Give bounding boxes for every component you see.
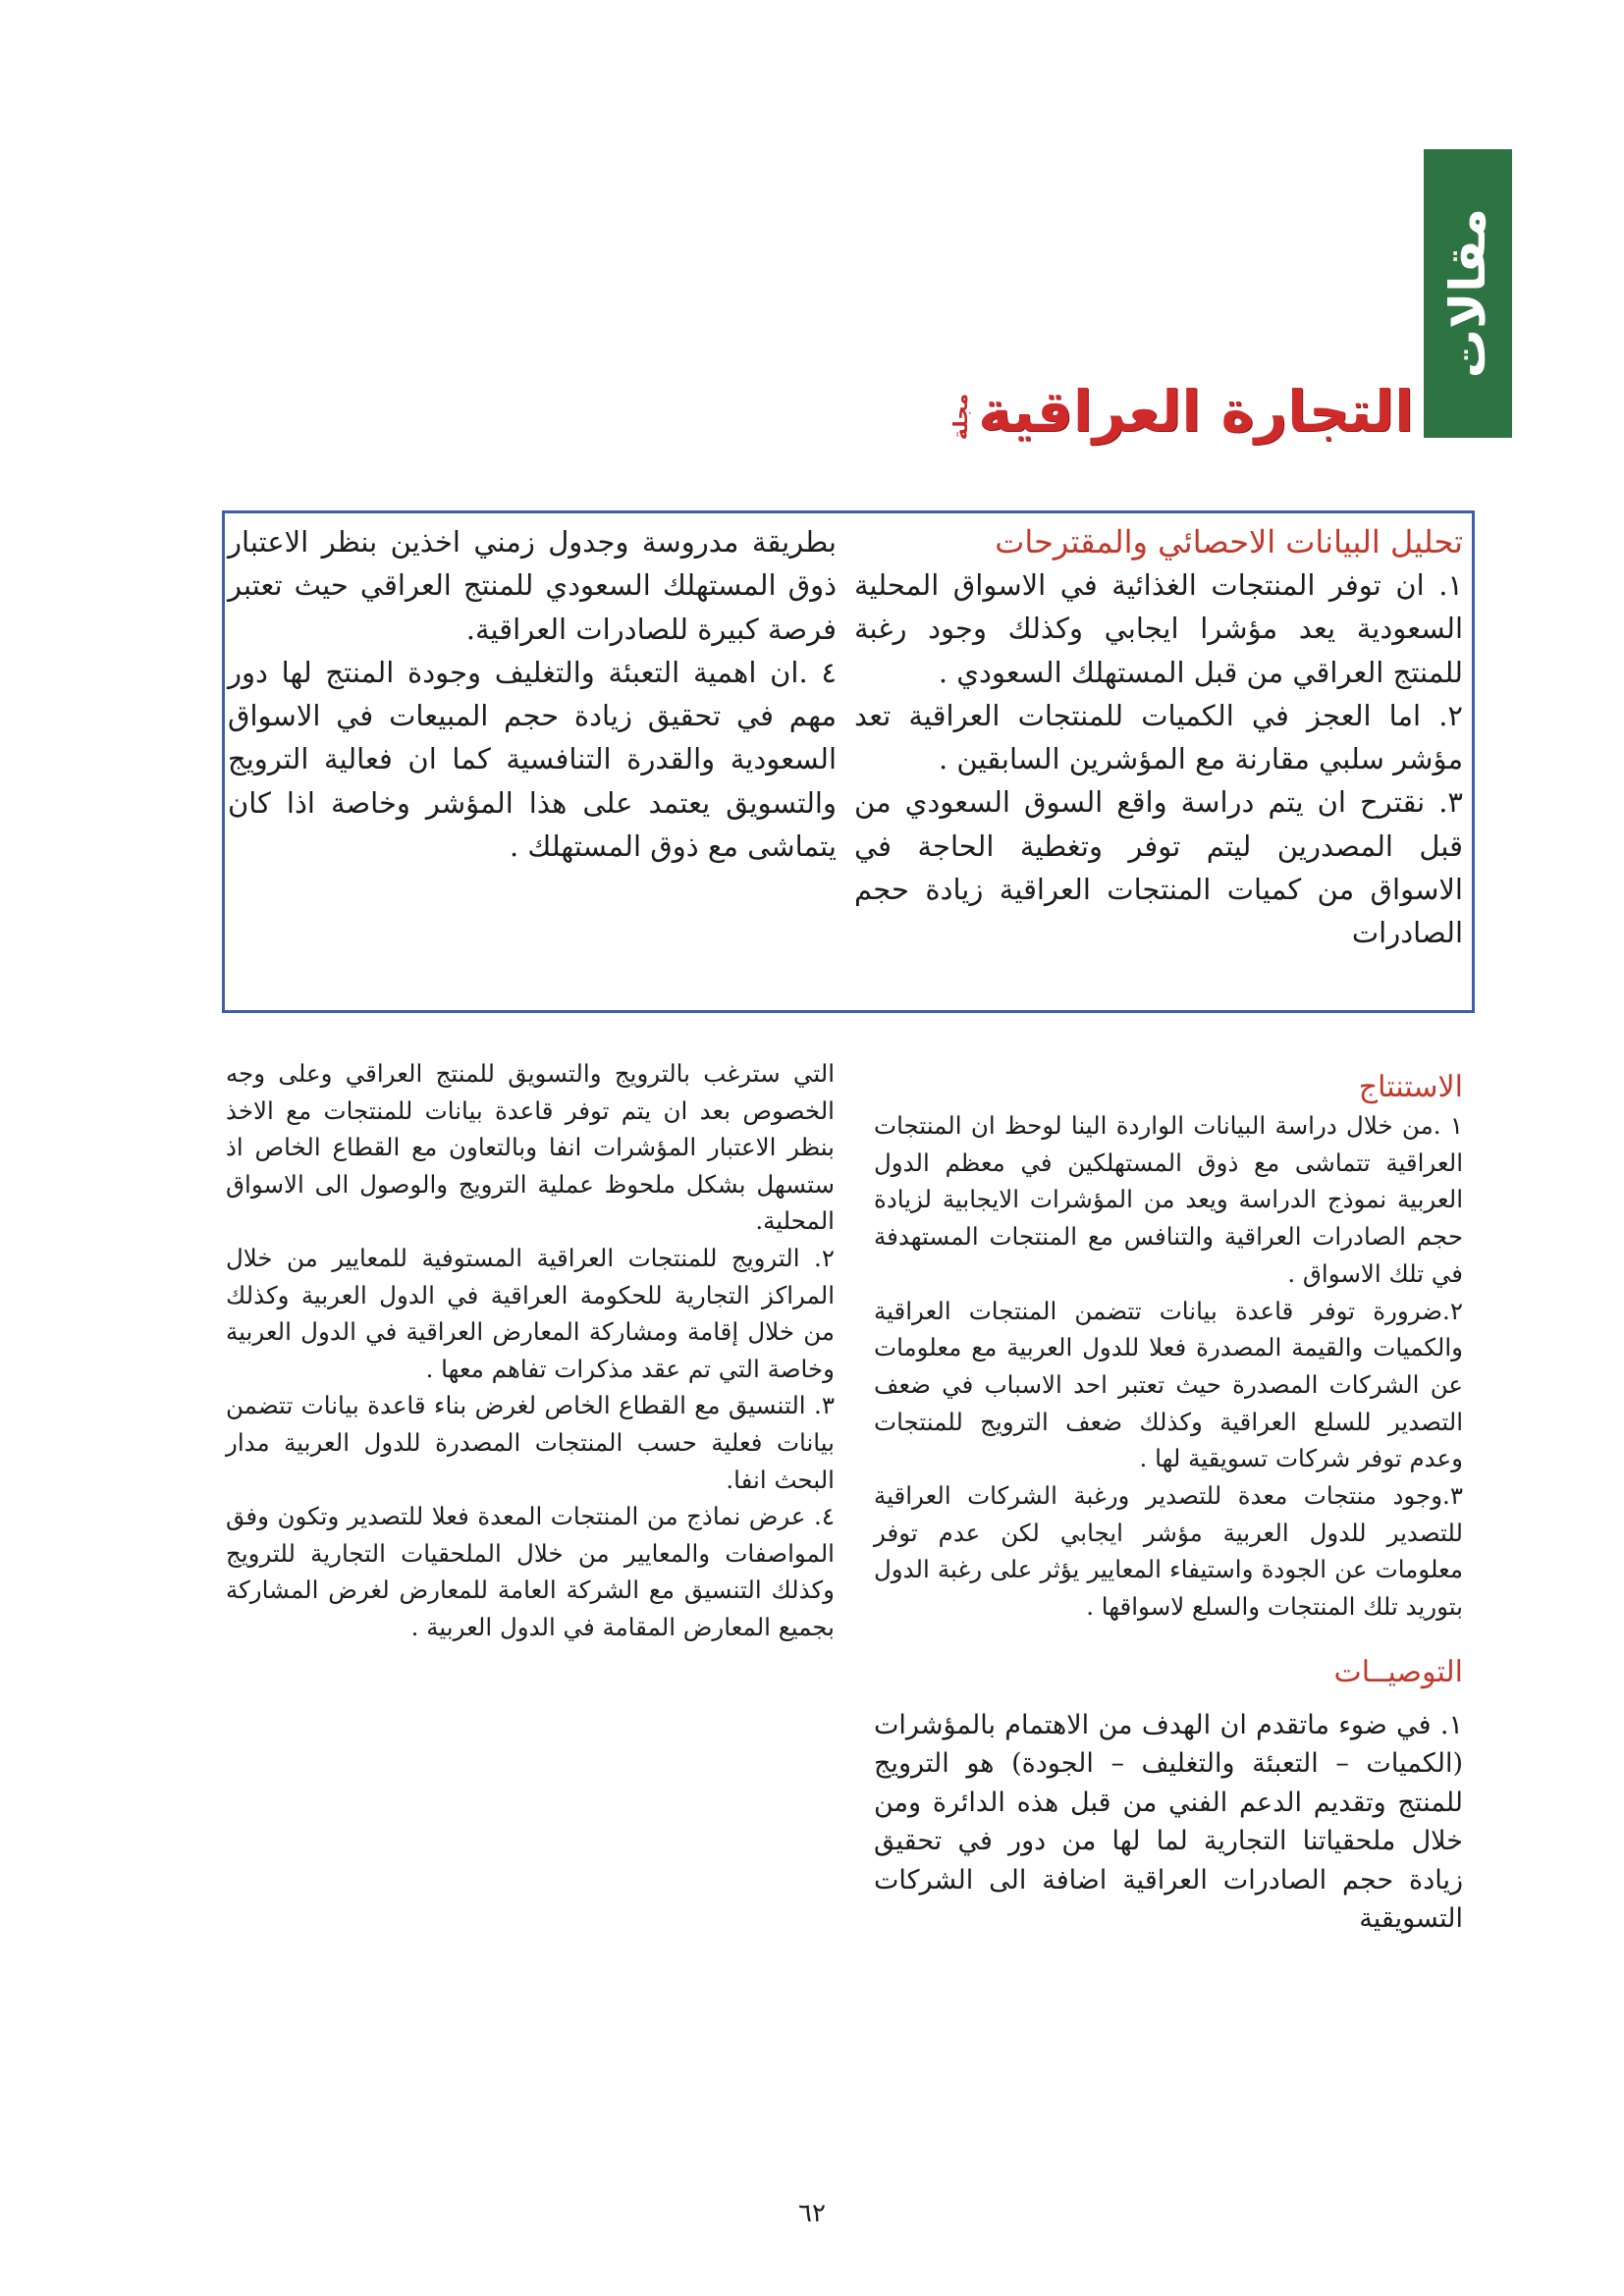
masthead-logo <box>948 361 1414 445</box>
recommendation-item: ٤. عرض نماذج من المنتجات المعدة فعلا للتصدير وتكون وفق المواصفات والمعايير من خلال الملحقيات التجارية للترويج وكذلك التنسيق مع الشركة العامة للمعارض لغرض المشاركة بجميع المعارض المقامة في الدول العربية . <box>226 1502 835 1641</box>
magazine-kicker: مجلة <box>948 393 973 440</box>
recommendations-heading: التوصيــات <box>1333 1654 1463 1689</box>
conclusion-item: ١ .من خلال دراسة البيانات الواردة الينا لوحظ ان المنتجات العراقية تتماشى مع ذوق المستهلكين في معظم الدول العربية نموذج الدراسة ويعد من المؤشرات الايجابية لزيادة حجم الصادرات العراقية والتنافس مع المنتجات المستهدفة في تلك الاسواق . <box>874 1111 1463 1288</box>
recommendation-item: ٣. التنسيق مع القطاع الخاص لغرض بناء قاعدة بيانات تتضمن بيانات فعلية حسب المنتجات المصدرة للدول العربية مدار البحث انفا. <box>226 1391 835 1494</box>
analysis-item: ٤ .ان اهمية التعبئة والتغليف وجودة المنتج لها دور مهم في تحقيق زيادة حجم المبيعات في الاسواق السعودية والقدرة التنافسية كما ان فعالية الترويج والتسويق يعتمد على هذا المؤشر وخاصة اذا كان يتماشى مع ذوق المستهلك . <box>228 655 837 864</box>
recommendation-item: التي سترغب بالترويج والتسويق للمنتج العراقي وعلى وجه الخصوص بعد ان يتم توفر قاعدة بيانات للمنتجات مع الاخذ بنظر الاعتبار المؤشرات انفا وبالتعاون مع القطاع الخاص اذ ستسهل بشكل ملحوظ عملية الترويج والوصول الى الاسواق المحلية. <box>226 1059 835 1236</box>
conclusion-item: ٢.ضرورة توفر قاعدة بيانات تتضمن المنتجات العراقية والكميات والقيمة المصدرة فعلا للدول العربية مع معلومات عن الشركات المصدرة حيث تعتبر احد الاسباب في ضعف التصدير للسلع العراقية وكذلك ضعف الترويج للمنتجات وعدم توفر شركات تسويقية لها . <box>874 1296 1463 1473</box>
analysis-item: ٣. نقترح ان يتم دراسة واقع السوق السعودي من قبل المصدرين ليتم توفر وتغطية الحاجة في الاسواق من كميات المنتجات العراقية زيادة حجم الصادرات <box>854 785 1463 950</box>
section-tab <box>1424 149 1512 438</box>
conclusion-heading: الاستنتاج <box>1358 1070 1463 1104</box>
analysis-heading: تحليل البيانات الاحصائي والمقترحات <box>995 523 1463 561</box>
recommendation-item: ٢. الترويج للمنتجات العراقية المستوفية للمعايير من خلال المراكز التجارية للحكومة العراقية في الدول العربية وكذلك من خلال إقامة ومشاركة المعارض العراقية في الدول العربية وخاصة التي تم عقد مذكرات تفاهم معها . <box>226 1243 835 1383</box>
analysis-item: ٢. اما العجز في الكميات للمنتجات العراقية تعد مؤشر سلبي مقارنة مع المؤشرين السابقين . <box>854 698 1463 776</box>
recommendation-item: ١. في ضوء ماتقدم ان الهدف من الاهتمام بالمؤشرات (الكميات – التعبئة والتغليف – الجودة) هو الترويج للمنتج وتقديم الدعم الفني من قبل هذه الدائرة ومن خلال ملحقياتنا التجارية لما لها من دور في تحقيق زيادة حجم الصادرات العراقية اضافة الى الشركات التسويقية <box>874 1709 1463 1935</box>
section-tab-label: مقالات <box>1439 208 1496 379</box>
analysis-item: ١. ان توفر المنتجات الغذائية في الاسواق المحلية السعودية يعد مؤشرا ايجابي وكذلك وجود رغبة للمنتج العراقي من قبل المستهلك السعودي . <box>854 568 1463 689</box>
page-number: ٦٢ <box>798 2199 826 2228</box>
conclusion-item: ٣.وجود منتجات معدة للتصدير ورغبة الشركات العراقية للتصدير للدول العربية مؤشر ايجابي لكن عدم توفر معلومات عن الجودة واستيفاء المعايير يؤثر على رغبة الدول بتوريد تلك المنتجات والسلع لاسواقها . <box>874 1481 1463 1622</box>
analysis-item: بطريقة مدروسة وجدول زمني اخذين بنظر الاعتبار ذوق المستهلك السعودي للمنتج العراقي حيث تعتبر فرصة كبيرة للصادرات العراقية. <box>228 525 837 646</box>
conclusion-column <box>874 1068 1463 1939</box>
recommendations-continued-column <box>226 1055 835 1646</box>
magazine-title: التجارة العراقية <box>978 378 1414 445</box>
analysis-left-column <box>228 520 837 868</box>
analysis-right-column <box>854 520 1463 955</box>
